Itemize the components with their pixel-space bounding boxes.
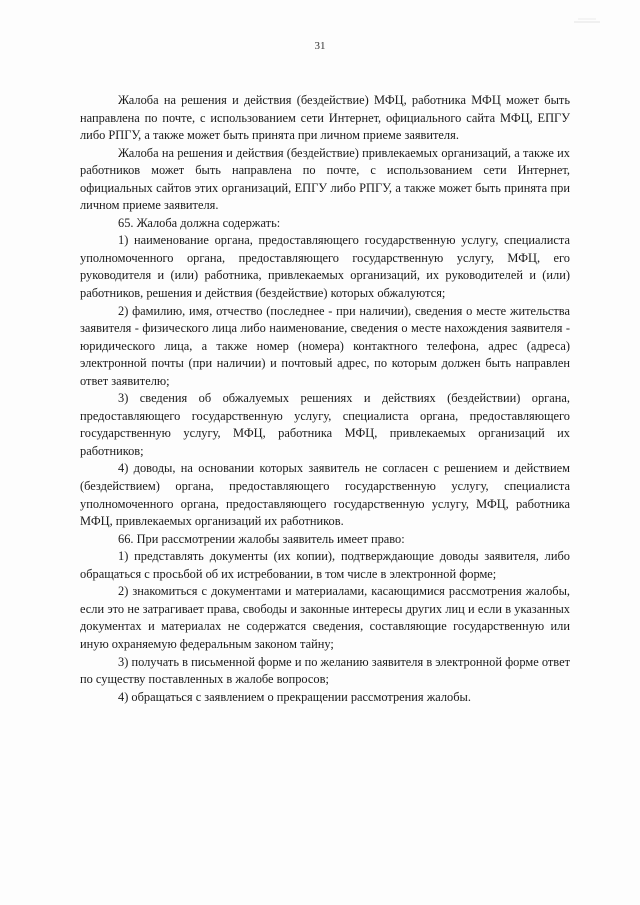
paragraph: 3) получать в письменной форме и по желанию заявителя в электронной форме ответ по существу поставленных в жалобе вопросов;	[80, 654, 570, 687]
paragraph: 1) наименование органа, предоставляющего государственную услугу, специалиста уполномоченного органа, предоставляющего государственную услугу, МФЦ, его руководителя и (или) работника, привлекаемых организаций, их руководителей и (или) работников, решения и действия (бездействие) которых обжалуются;	[80, 233, 570, 301]
scan-artifact	[574, 14, 600, 24]
paragraph: 65. Жалоба должна содержать:	[118, 215, 281, 230]
paragraph: 4) доводы, на основании которых заявитель не согласен с решением и действием (бездействием) органа, предоставляющего государственную услугу, специалиста уполномоченного органа, предоставляющего государственную услугу, МФЦ, работника МФЦ, привлекаемых организаций их работников.	[80, 461, 570, 529]
paragraph: 66. При рассмотрении жалобы заявитель имеет право:	[118, 531, 405, 546]
paragraph: 2) знакомиться с документами и материалами, касающимися рассмотрения жалобы, если это не затрагивает права, свободы и законные интересы других лиц и если в указанных документах и материалах не содержатся сведения, составляющие государственную или иную охраняемую федеральным законом тайну;	[80, 584, 570, 651]
paragraph: 2) фамилию, имя, отчество (последнее - при наличии), сведения о месте жительства заявителя - физического лица либо наименование, сведения о месте нахождения заявителя - юридического лица, а также номер (номера) контактного телефона, адрес (адреса) электронной почты (при наличии) и почтовый адрес, по которым должен быть направлен ответ заявителю;	[80, 303, 570, 388]
paragraph: 4) обращаться с заявлением о прекращении рассмотрения жалобы.	[118, 689, 471, 704]
paragraph: 1) представлять документы (их копии), подтверждающие доводы заявителя, либо обращаться с просьбой об их истребовании, в том числе в электронной форме;	[80, 549, 570, 581]
paragraph: 3) сведения об обжалуемых решениях и действиях (бездействии) органа, предоставляющего государственную услугу, специалиста органа, предоставляющего государственную услугу, МФЦ, работника МФЦ, привлекаемых организаций их работников;	[80, 391, 570, 458]
page-number: 31	[314, 40, 326, 52]
paragraph: Жалоба на решения и действия (бездействие) МФЦ, работника МФЦ может быть направлена по почте, с использованием сети Интернет, официального сайта МФЦ, ЕПГУ либо РПГУ, а также может быть принята при личном приеме заявителя.	[80, 93, 570, 143]
document-body	[80, 92, 570, 706]
paragraph: Жалоба на решения и действия (бездействие) привлекаемых организаций, а также их работников может быть направлена по почте, с использованием сети Интернет, официальных сайтов этих организаций, ЕПГУ либо РПГУ, а также может быть принята при личном приеме заявителя.	[80, 145, 570, 213]
